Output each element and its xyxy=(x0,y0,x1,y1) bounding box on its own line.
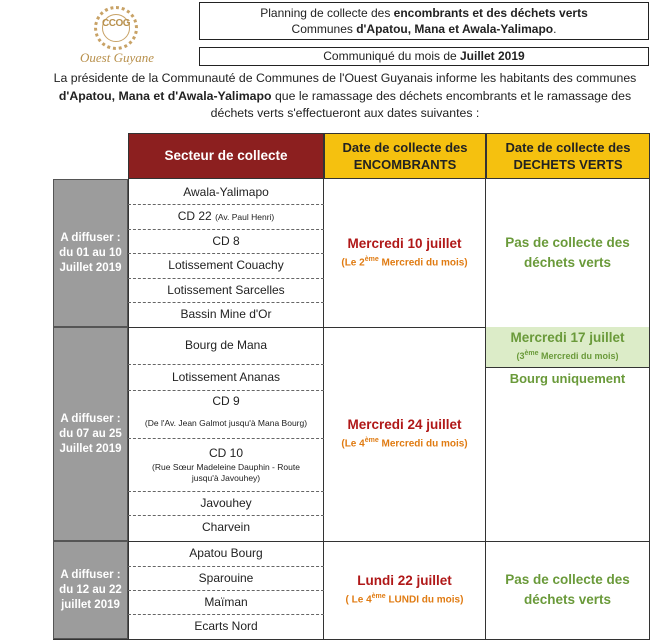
intro-text-c: que le ramassage des déchets encombrants et le ramassage des déchets verts s'effectueront aux dates suivantes : xyxy=(210,88,632,120)
dechets-verts-note xyxy=(516,347,618,363)
communique-text: Communiqué du mois de xyxy=(323,49,460,63)
header-encombrants: Date de collecte des ENCOMBRANTS xyxy=(324,133,486,179)
table-bottom-border xyxy=(53,639,650,640)
sector-cd10 xyxy=(128,444,324,490)
logo-mark: CCOG xyxy=(102,18,130,29)
row-divider xyxy=(128,364,324,365)
note-sup: ème xyxy=(371,593,386,601)
title-text: Planning de collecte des xyxy=(260,6,394,20)
diffusion-month: Juillet 2019 xyxy=(59,261,122,274)
note-part: ( Le 4 xyxy=(345,594,372,606)
diffusion-period-2 xyxy=(53,327,128,541)
note-part: LUNDI du mois) xyxy=(385,594,464,606)
communes-period: . xyxy=(553,22,557,36)
sector-ecarts-nord: Ecarts Nord xyxy=(194,619,258,633)
dechets-verts-divider xyxy=(486,367,650,368)
sector-cd9 xyxy=(128,392,324,432)
note-sup: ème xyxy=(364,256,379,264)
dechets-verts-date: Mercredi 17 juillet xyxy=(510,330,625,345)
sector-cd22 xyxy=(128,205,324,227)
note-part: (Le 4 xyxy=(341,438,365,450)
communique-box xyxy=(199,47,649,66)
note-part: Mercredi du mois) xyxy=(378,438,468,450)
sector-couachy: Lotissement Couachy xyxy=(168,258,284,272)
sector-name: CD 22 xyxy=(177,209,212,223)
encombrants-date: Mercredi 24 juillet xyxy=(347,417,462,433)
dechets-verts-group-2 xyxy=(486,327,650,541)
diffusion-range: du 07 au 25 xyxy=(59,427,122,440)
diffusion-label: A diffuser : xyxy=(60,568,121,581)
dechets-verts-text: Pas de collecte des déchets verts xyxy=(505,235,630,270)
diffusion-period-1 xyxy=(53,179,128,327)
row-divider xyxy=(128,390,324,391)
sector-maiman: Maïman xyxy=(204,595,248,609)
header-dechets-verts: Date de collecte des DECHETS VERTS xyxy=(486,133,650,179)
dechets-verts-text: Pas de collecte des déchets verts xyxy=(505,572,630,607)
note-part: (3 xyxy=(516,351,525,361)
diffusion-period-3 xyxy=(53,541,128,639)
sector-name: CD 9 xyxy=(212,394,240,408)
sector-cd8: CD 8 xyxy=(212,234,240,248)
dechets-verts-group-3 xyxy=(486,541,650,639)
encombrants-date: Mercredi 10 juillet xyxy=(347,236,462,252)
note-part: (Le 2 xyxy=(341,257,365,269)
encombrants-note xyxy=(341,434,467,451)
sector-awala: Awala-Yalimapo xyxy=(183,185,269,199)
row-divider xyxy=(128,438,324,439)
diffusion-label: A diffuser : xyxy=(60,231,121,244)
ccog-logo xyxy=(58,2,176,72)
encombrants-date: Lundi 22 juillet xyxy=(357,573,452,589)
header-sector: Secteur de collecte xyxy=(128,133,324,179)
sector-apatou-bourg: Apatou Bourg xyxy=(189,546,263,560)
diffusion-label: A diffuser : xyxy=(60,412,121,425)
diffusion-month: juillet 2019 xyxy=(61,598,120,611)
sector-javouhey: Javouhey xyxy=(200,496,252,510)
communes-text: Communes xyxy=(291,22,357,36)
encombrants-date-group-2 xyxy=(324,327,486,541)
communique-month: Juillet 2019 xyxy=(460,49,525,63)
sector-charvein: Charvein xyxy=(201,520,251,534)
sector-sparouine: Sparouine xyxy=(198,571,254,585)
title-bold: encombrants et des déchets verts xyxy=(393,6,588,20)
sector-mine-dor: Bassin Mine d'Or xyxy=(180,307,272,321)
sector-bourg-mana: Bourg de Mana xyxy=(184,338,268,352)
sector-note: (De l'Av. Jean Galmot jusqu'à Mana Bourg) xyxy=(144,418,308,428)
note-sup: ème xyxy=(364,437,379,445)
sector-note: (Rue Sœur Madeleine Dauphin - Route jusqu'à Javouhey) xyxy=(152,462,300,483)
encombrants-note xyxy=(341,253,467,270)
note-part: Mercredi du mois) xyxy=(538,351,619,361)
diffusion-range: du 12 au 22 xyxy=(59,583,122,596)
dechets-verts-group-1 xyxy=(486,179,650,327)
encombrants-date-group-1 xyxy=(324,179,486,327)
encombrants-note xyxy=(346,590,464,607)
sector-name: CD 10 xyxy=(208,446,243,460)
note-sup: ème xyxy=(524,350,539,357)
communes-bold: d'Apatou, Mana et Awala-Yalimapo xyxy=(356,22,554,36)
intro-paragraph xyxy=(40,70,650,123)
diffusion-month: Juillet 2019 xyxy=(59,442,122,455)
encombrants-date-group-3 xyxy=(324,541,486,639)
intro-communes: d'Apatou, Mana et d'Awala-Yalimapo xyxy=(58,88,272,103)
logo-name: Ouest Guyane xyxy=(79,50,154,65)
diffusion-range: du 01 au 10 xyxy=(59,246,122,259)
sector-sarcelles: Lotissement Sarcelles xyxy=(167,283,285,297)
note-part: Mercredi du mois) xyxy=(378,257,468,269)
planning-title-box xyxy=(199,2,649,40)
intro-text-a: La présidente de la Communauté de Communes de l'Ouest Guyanais informe les habitants des communes xyxy=(53,71,637,85)
dechets-verts-text: Bourg uniquement xyxy=(509,371,626,386)
sector-note: (Av. Paul Henri) xyxy=(215,212,275,222)
sector-ananas: Lotissement Ananas xyxy=(171,370,281,384)
